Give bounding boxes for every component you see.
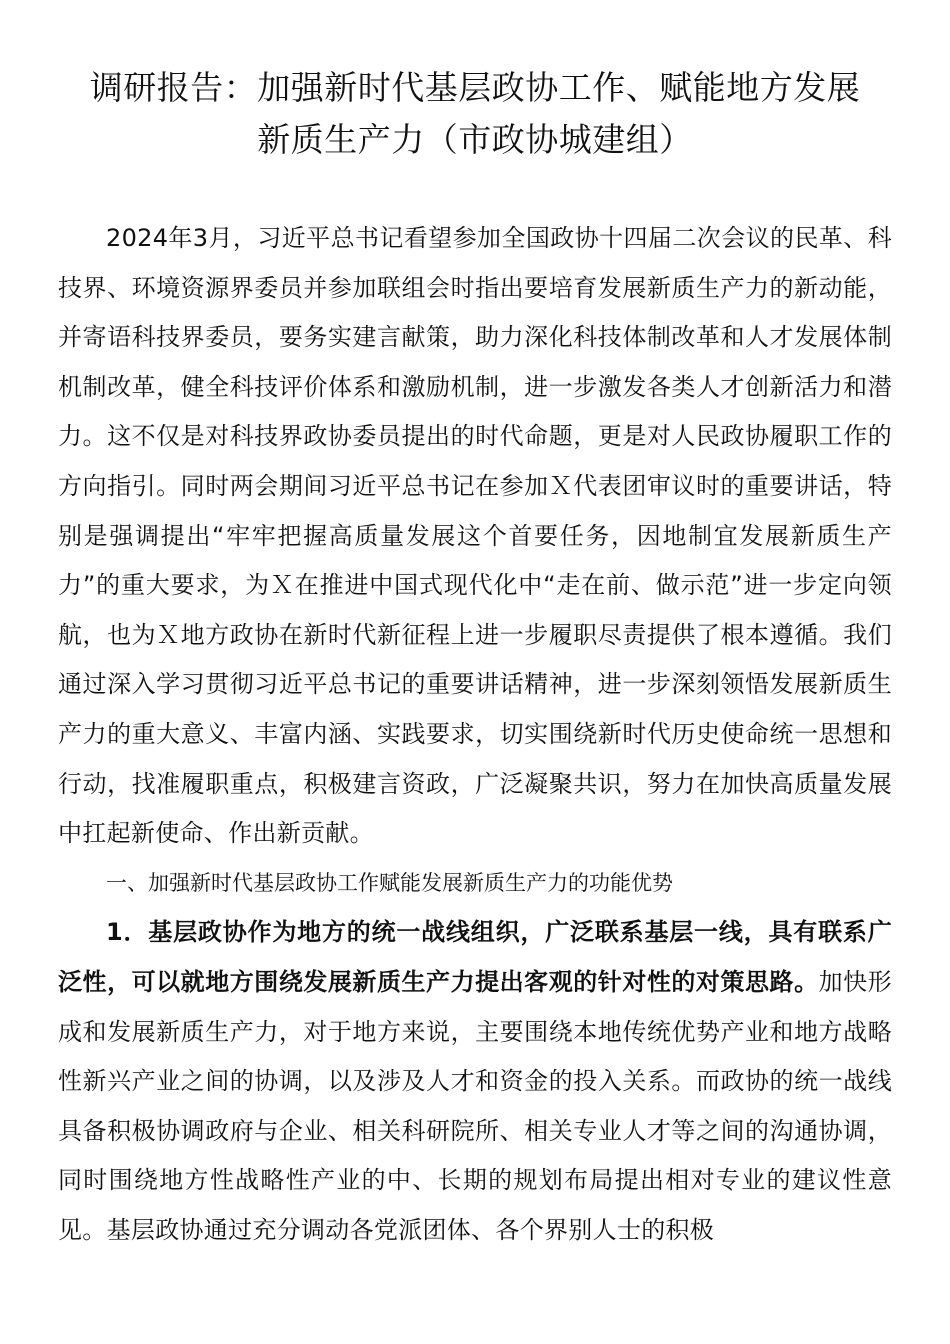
title-line-2: 新质生产力（市政协城建组） xyxy=(257,120,693,159)
point-1-lead: 1．基层政协作为地方的统一战线组织，广泛联系基层一线，具有联系广泛性，可以就地方围绕发展新质生产力提出客观的针对性的对策思路。 xyxy=(58,918,892,996)
title-line-1: 调研报告：加强新时代基层政协工作、赋能地方发展 xyxy=(89,68,861,107)
point-1-text: 加快形成和发展新质生产力，对于地方来说，主要围绕本地传统优势产业和地方战略性新兴产业之间的协调，以及涉及人才和资金的投入关系。而政协的统一战线具备积极协调政府与企业、相关科研院所、相关专业人才等之间的沟通协调，同时围绕地方性战略性产业的中、长期的规划布局提出相对专业的建议性意见。基层政协通过充分调动各党派团体、各个界别人士的积极 xyxy=(58,967,892,1244)
document-body xyxy=(58,214,892,1255)
document-title xyxy=(40,62,910,166)
intro-paragraph: 2024年3月，习近平总书记看望参加全国政协十四届二次会议的民革、科技界、环境资源界委员并参加联组会时指出要培育发展新质生产力的新动能，并寄语科技界委员，要务实建言献策，助力深化科技体制改革和人才发展体制机制改革，健全科技评价体系和激励机制，进一步激发各类人才创新活力和潜力。这不仅是对科技界政协委员提出的时代命题，更是对人民政协履职工作的方向指引。同时两会期间习近平总书记在参加Ｘ代表团审议时的重要讲话，特别是强调提出“牢牢把握高质量发展这个首要任务，因地制宜发展新质生产力”的重大要求，为Ｘ在推进中国式现代化中“走在前、做示范”进一步定向领航，也为Ｘ地方政协在新时代新征程上进一步履职尽责提供了根本遵循。我们通过深入学习贯彻习近平总书记的重要讲话精神，进一步深刻领悟发展新质生产力的重大意义、丰富内涵、实践要求，切实围绕新时代历史使命统一思想和行动，找准履职重点，积极建言资政，广泛凝聚共识，努力在加快高质量发展中扛起新使命、作出新贡献。 xyxy=(58,224,892,848)
section-heading-1: 一、加强新时代基层政协工作赋能发展新质生产力的功能优势 xyxy=(106,870,673,895)
point-1-paragraph xyxy=(58,908,892,1255)
